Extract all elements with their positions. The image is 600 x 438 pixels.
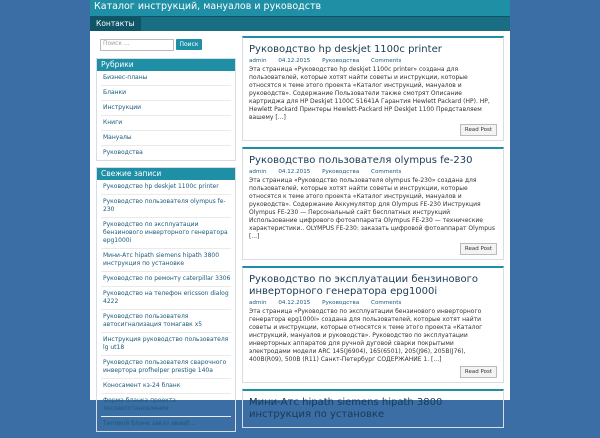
recent-posts-list <box>97 180 235 431</box>
post-category[interactable]: Руководства <box>322 300 360 306</box>
post-author[interactable]: admin <box>249 300 267 306</box>
post-excerpt: Эта страница «Руководство hp deskjet 1100c printer» создана для пользователей, которые хотят найти советы и инструкции, которые относятся к теме этого проекта «Каталог инструкций, мануалов и руководств». Содержание Пользователи также смотрят Описание картриджа для HP Deskjet 1100C 51641A Гарантия Hewlett Packard (HP). HP, Hewlett Packard Принтеры Hewlett-Packard HP DeskJet 1100 Представляем вашему [...] <box>249 66 490 121</box>
recent-post-link[interactable]: Руководство пользователя автосигнализация томагавк х5 <box>101 310 231 333</box>
recent-post-link[interactable]: Руководство пользователя olympus fe-230 <box>101 195 231 218</box>
post-author[interactable]: admin <box>249 58 267 64</box>
rubric-item[interactable]: Руководства <box>103 149 143 156</box>
sidebar <box>96 36 236 438</box>
post-comments[interactable]: Comments <box>371 58 402 64</box>
main-nav <box>90 16 510 31</box>
post-category[interactable]: Руководства <box>322 169 360 175</box>
rubric-item[interactable]: Инструкции <box>101 101 231 116</box>
rubrics-title: Рубрики <box>97 59 235 71</box>
search-input[interactable]: Поиск ... <box>100 39 174 51</box>
post-comments[interactable]: Comments <box>371 300 402 306</box>
post-date[interactable]: 04.12.2015 <box>278 300 311 306</box>
read-post-button[interactable]: Read Post <box>460 124 497 136</box>
post-date[interactable]: 04.12.2015 <box>278 58 311 64</box>
recent-post-link[interactable]: Типовой бланк заказ авиаб... <box>103 420 196 427</box>
recent-post-link[interactable]: Руководство по ремонту caterpillar 3306 <box>101 272 231 287</box>
rubrics-list <box>97 71 235 160</box>
rubric-item[interactable]: Книги <box>101 116 231 131</box>
page-wrapper <box>90 0 510 427</box>
post-category[interactable]: Руководства <box>322 58 360 64</box>
main-content <box>242 36 504 434</box>
post-card <box>242 266 504 383</box>
post-title[interactable]: Мини-Атс hipath siemens hipath 3800 инструкция по установке <box>249 397 443 420</box>
recent-post-link[interactable]: Коносамент кз-24 бланк <box>101 379 231 394</box>
recent-post-link[interactable]: Мини-Атс hipath siemens hipath 3800 инструкция по установке <box>101 249 231 272</box>
post-author[interactable]: admin <box>249 169 267 175</box>
read-post-button[interactable]: Read Post <box>460 366 497 378</box>
search-button[interactable]: Поиск <box>176 39 202 50</box>
post-card <box>242 389 504 428</box>
post-meta <box>249 169 497 175</box>
recent-post-link[interactable]: Форма бланка проекта лесовосстановления <box>101 394 231 417</box>
post-title[interactable]: Руководство hp deskjet 1100c printer <box>249 44 442 55</box>
recent-post-link[interactable]: Руководство на телефон ericsson dialog 4222 <box>101 287 231 310</box>
rubric-item[interactable]: Мануалы <box>101 131 231 146</box>
rubric-item[interactable]: Бланки <box>101 86 231 101</box>
nav-item-contacts[interactable]: Контакты <box>90 17 141 31</box>
read-post-button[interactable]: Read Post <box>460 243 497 255</box>
recent-posts-title: Свежие записи <box>97 168 235 180</box>
rubrics-widget <box>96 58 236 161</box>
post-title[interactable]: Руководство по эксплуатации бензинового инверторного генератора epg1000i <box>249 274 479 297</box>
recent-post-link[interactable]: Руководство hp deskjet 1100c printer <box>101 180 231 195</box>
recent-post-link[interactable]: Инструкция руководство пользователя lg ut18 <box>101 333 231 356</box>
rubric-item[interactable]: Бизнес-планы <box>101 71 231 86</box>
post-card <box>242 147 504 260</box>
recent-post-link[interactable]: Руководство пользователя сварочного инвертора profhelper prestige 140а <box>101 356 231 379</box>
post-excerpt: Эта страница «Руководство по эксплуатации бензинового инверторного генератора epg1000i» создана для пользователей, которые хотят найти советы и инструкции, которые относятся к теме этого проекта «Каталог инструкций, мануалов и руководств». Руководство по эксплуатации инверторных аппаратов для ручной дуговой сварки покрытыми электродами модели ARC 145(J6904), 165(6501), 205(J96), 205B(J76), 400B(R09), 500B (R11) Санкт-Петербург СОДЕРЖАНИЕ 1. [...] <box>249 308 483 363</box>
post-date[interactable]: 04.12.2015 <box>278 169 311 175</box>
post-meta <box>249 300 497 306</box>
post-title[interactable]: Руководство пользователя olympus fe-230 <box>249 155 473 166</box>
recent-posts-widget <box>96 167 236 432</box>
post-excerpt: Эта страница «Руководство пользователя olympus fe-230» создана для пользователей, которые хотят найти советы и инструкции, которые относятся к теме этого проекта «Каталог инструкций, мануалов и руководств». Содержание Аккумулятор для Olympus FE-230 Инструкция Olympus FE-230 — Персональный сайт бесплатных инструкций Использование цифрового фотоаппарата Olympus FE-230 — технические характеристики.. OLYMPUS FE-230: заказать цифровой фотоаппарат Olympus [...] <box>249 177 495 240</box>
post-meta <box>249 58 497 64</box>
site-header <box>90 0 510 16</box>
post-comments[interactable]: Comments <box>371 169 402 175</box>
post-card <box>242 36 504 141</box>
recent-post-link[interactable]: Руководство по эксплуатации бензинового инверторного генератора epg1000i <box>101 218 231 249</box>
search-form <box>96 36 236 52</box>
site-title[interactable]: Каталог инструкций, мануалов и руководств <box>94 1 322 12</box>
